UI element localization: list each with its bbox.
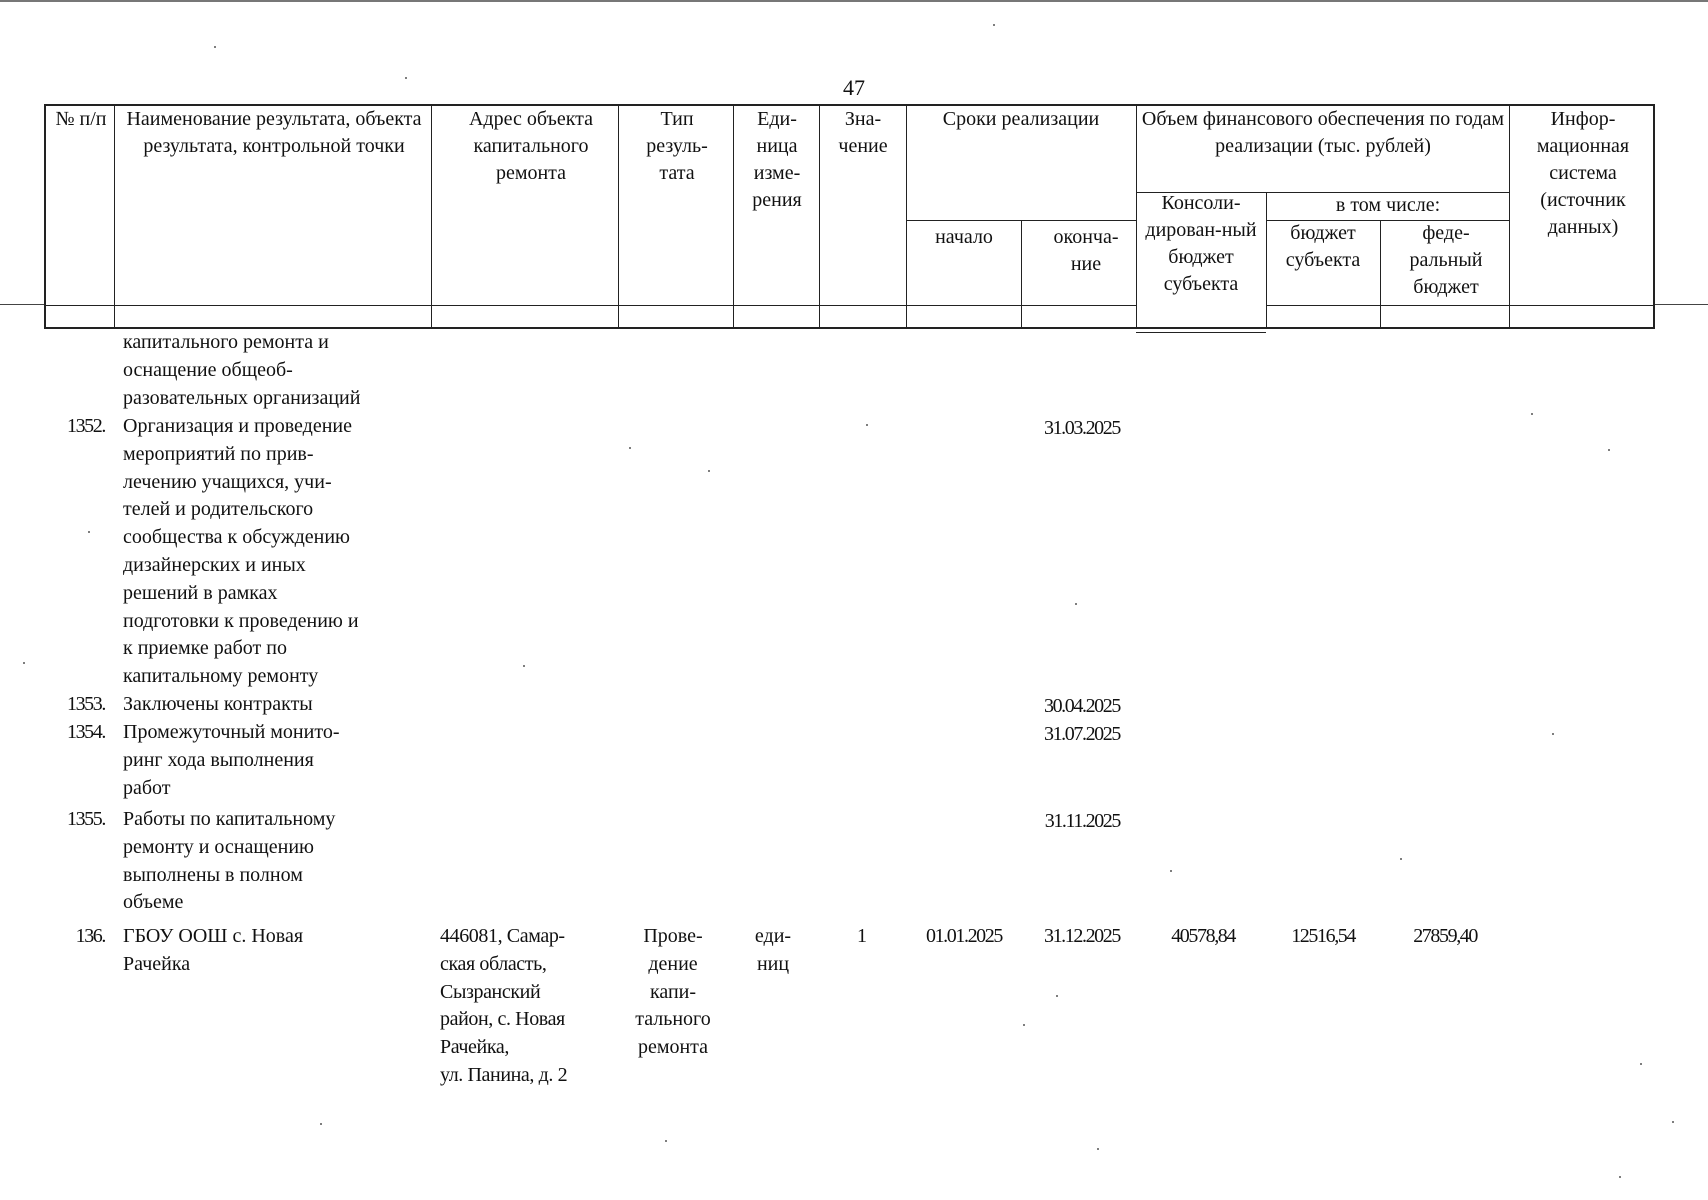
scan-speck [1672,1121,1674,1123]
row-1354-end: 31.07.2025 [1043,723,1120,745]
scan-speck [320,1123,322,1125]
row-1353-end: 30.04.2025 [1043,695,1120,717]
row-136-type: Прове- дение капи- тального ремонта [635,925,711,1059]
row-136-name: ГБОУ ООШ с. Новая Рачейка [123,925,304,975]
header-finance: Объем финансового обеспечения по годам реализации (тыс. рублей) [1141,108,1505,157]
scan-speck [1097,1148,1099,1150]
header-num: № п/п [55,108,107,130]
scan-speck [1619,1176,1621,1178]
header-including: в том числе: [1335,194,1441,216]
header-consolidated: Консоли-дирован-ный бюджет субъекта [1145,192,1257,295]
scan-top-edge [0,0,1708,2]
scan-speck [88,531,90,533]
table-header [44,104,1655,329]
scan-speck [629,447,631,449]
header-info-system: Инфор-мационная система (источник данных) [1536,108,1630,238]
scan-speck [405,77,407,79]
scan-speck [23,662,25,664]
row-1353-name: Заключены контракты [123,693,313,715]
scan-speck [866,424,868,426]
scan-speck [993,24,995,26]
scan-speck [214,46,216,48]
row-1355-name: Работы по капитальному ремонту и оснащению выполнены в полном объеме [123,808,336,914]
header-start: начало [935,226,993,248]
row-136-unit: еди- ниц [754,925,792,975]
row-1353-num: 1353. [66,693,105,715]
row-136-subject-budget: 12516,54 [1291,925,1355,947]
left-margin-line [0,304,44,305]
row-1352-end: 31.03.2025 [1043,417,1120,439]
header-end: оконча-ние [1053,226,1119,275]
scan-speck [1170,870,1172,872]
scan-speck [1531,413,1533,415]
scan-speck [1552,733,1554,735]
scan-speck [1608,449,1610,451]
row-1352-num: 1352. [66,415,105,437]
header-unit: Еди-ница изме-рения [752,108,802,211]
scan-speck [1056,995,1058,997]
header-value: Зна-чение [838,108,888,157]
header-terms: Сроки реализации [942,108,1100,130]
scan-speck [1075,603,1077,605]
row-136-address: 446081, Самар- ская область, Сызранский район, с. Новая Рачейка, ул. Панина, д. 2 [440,925,568,1086]
scan-speck [1640,1063,1642,1065]
row-1354-name: Промежуточный монито- ринг хода выполнения работ [123,721,340,799]
header-type: Тип резуль-тата [646,108,708,184]
scan-speck [523,665,525,667]
row-1355-end: 31.11.2025 [1044,810,1120,832]
row-1355-num: 1355. [66,808,105,830]
page-number: 47 [843,75,865,100]
scan-speck [1400,858,1402,860]
row-136-start: 01.01.2025 [925,925,1002,947]
scan-speck [665,1140,667,1142]
header-address: Адрес объекта капитального ремонта [468,108,594,184]
row-136-federal-budget: 27859,40 [1413,925,1477,947]
row-continuation-name: капитального ремонта и оснащение общеоб- разовательных организаций [123,331,361,409]
scan-speck [708,470,710,472]
scan-speck [1023,1024,1025,1026]
row-136-value: 1 [857,925,867,947]
row-136-num: 136. [75,925,105,947]
row-1354-num: 1354. [66,721,105,743]
row-136-consolidated: 40578,84 [1171,925,1235,947]
header-subject-budget: бюджет субъекта [1285,222,1361,271]
row-1352-name: Организация и проведение мероприятий по прив- лечению учащихся, учи- телей и родительского сообщества к обсуждению дизайнерских и иных решений в рамках подготовки к проведению и к приемке работ по капитальному ремонту [123,415,359,688]
header-name: Наименование результата, объекта результата, контрольной точки [126,108,422,157]
right-margin-line [1655,304,1708,305]
header-federal-budget: феде-ральный бюджет [1409,222,1483,298]
row-136-end: 31.12.2025 [1043,925,1120,947]
